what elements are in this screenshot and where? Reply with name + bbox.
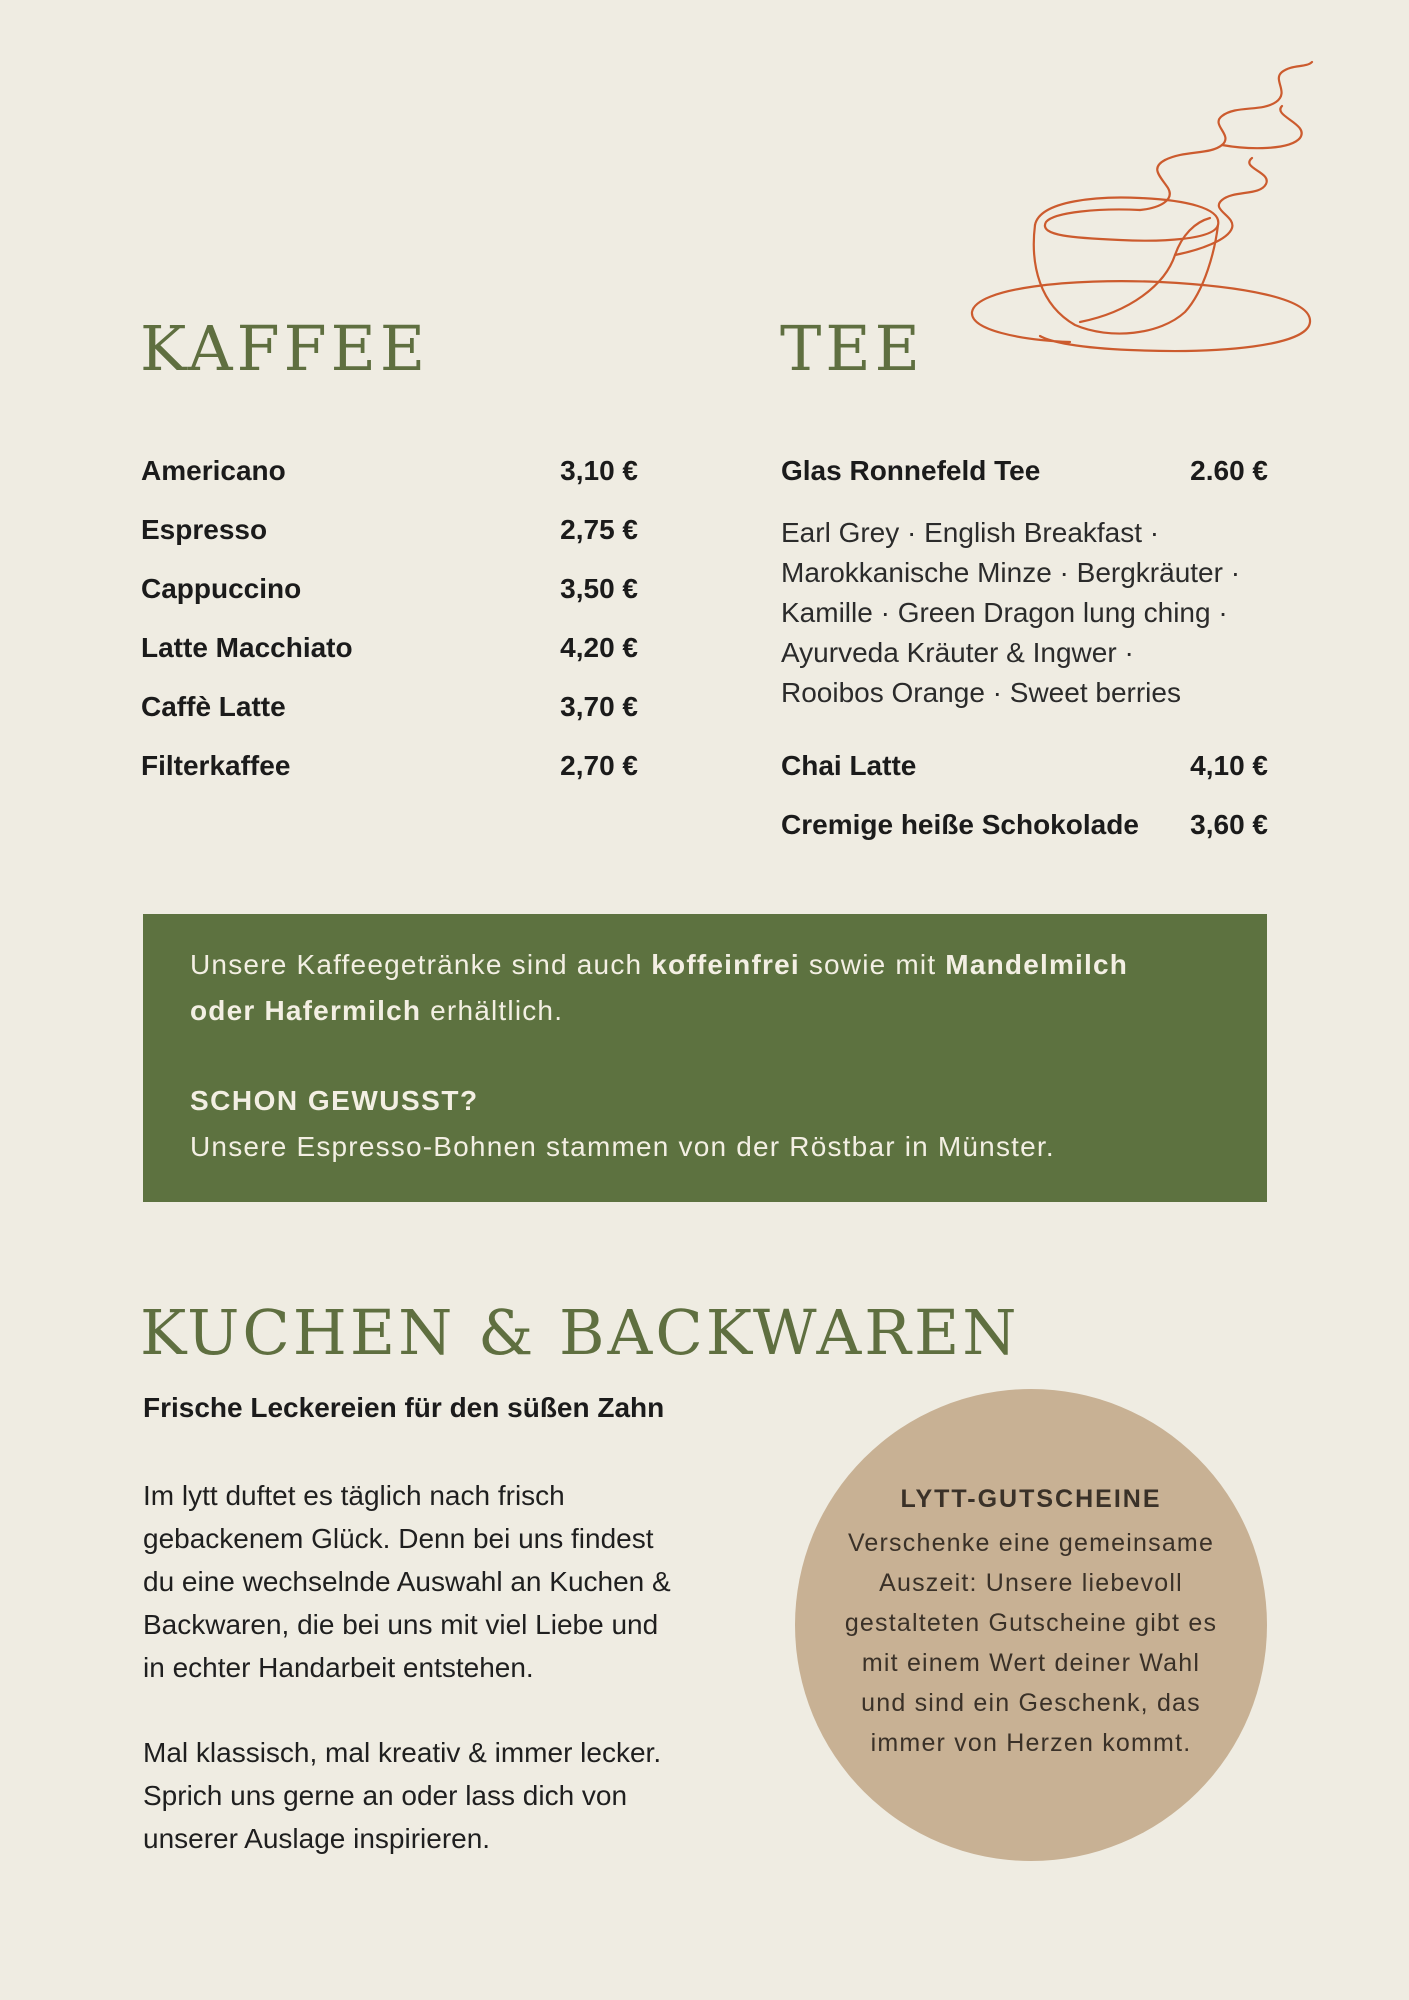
coffee-cup-illustration	[960, 50, 1320, 410]
kuchen-paragraph	[143, 1731, 743, 1860]
item-price: 3,60 €	[1190, 809, 1268, 840]
item-name: Chai Latte	[781, 750, 917, 781]
item-name: Caffè Latte	[141, 691, 286, 722]
paragraph-line: Mal klassisch, mal kreativ & immer lecker.	[143, 1737, 662, 1768]
item-name: Latte Macchiato	[141, 632, 353, 663]
tea-varieties-line: Marokkanische Minze · Bergkräuter ·	[781, 557, 1241, 588]
item-price: 3,10 €	[560, 455, 638, 486]
voucher-text	[815, 1523, 1247, 1763]
menu-item	[141, 514, 638, 554]
item-price: 3,50 €	[560, 573, 638, 604]
item-name: Cappuccino	[141, 573, 302, 604]
info-highlight: oder Hafermilch	[190, 995, 422, 1026]
item-name: Glas Ronnefeld Tee	[781, 455, 1041, 486]
paragraph-line: gebackenem Glück. Denn bei uns findest	[143, 1523, 654, 1554]
item-price: 2,70 €	[560, 750, 638, 781]
tea-varieties-line: Earl Grey · English Breakfast ·	[781, 517, 1160, 548]
menu-item	[141, 750, 638, 790]
voucher-line: Verschenke eine gemeinsame	[847, 1529, 1215, 1557]
info-text-line: Unsere Espresso-Bohnen stammen von der Röstbar in Münster.	[190, 1131, 1055, 1162]
voucher-line: Auszeit: Unsere liebevoll	[879, 1569, 1183, 1597]
item-price: 2,75 €	[560, 514, 638, 545]
voucher-circle	[795, 1389, 1267, 1861]
kuchen-paragraph	[143, 1474, 743, 1689]
menu-item	[781, 750, 1268, 790]
menu-item	[781, 809, 1268, 849]
voucher-line: und sind ein Geschenk, das	[861, 1689, 1201, 1717]
tee-menu-list	[781, 455, 1268, 855]
tea-varieties-line: Kamille · Green Dragon lung ching ·	[781, 597, 1228, 628]
kuchen-subtitle: Frische Leckereien für den süßen Zahn	[143, 1392, 665, 1423]
info-box	[143, 914, 1267, 1202]
item-name: Cremige heiße Schokolade	[781, 809, 1139, 840]
info-text-line	[190, 942, 1240, 988]
paragraph-line: unserer Auslage inspirieren.	[143, 1823, 491, 1854]
voucher-title: LYTT-GUTSCHEINE	[900, 1485, 1162, 1513]
item-price: 4,20 €	[560, 632, 638, 663]
info-text: erhältlich.	[421, 995, 564, 1026]
item-name: Espresso	[141, 514, 268, 545]
info-highlight: koffeinfrei	[651, 949, 800, 980]
item-price: 3,70 €	[560, 691, 638, 722]
tea-varieties-line: Rooibos Orange · Sweet berries	[781, 677, 1181, 708]
menu-item	[141, 573, 638, 613]
menu-item	[141, 455, 638, 495]
info-text: Unsere Kaffeegetränke sind auch	[190, 949, 652, 980]
paragraph-line: du eine wechselnde Auswahl an Kuchen &	[143, 1566, 671, 1597]
menu-item	[141, 632, 638, 672]
voucher-line: immer von Herzen kommt.	[870, 1729, 1192, 1757]
info-text: sowie mit	[799, 949, 946, 980]
menu-item	[141, 691, 638, 731]
item-name: Filterkaffee	[141, 750, 291, 781]
item-price: 4,10 €	[1190, 750, 1268, 781]
paragraph-line: Im lytt duftet es täglich nach frisch	[143, 1480, 565, 1511]
kuchen-heading: KUCHEN & BACKWAREN	[140, 1296, 1020, 1369]
kaffee-menu-list	[141, 455, 638, 795]
paragraph-line: in echter Handarbeit entstehen.	[143, 1652, 534, 1683]
tea-varieties	[781, 513, 1281, 713]
tee-heading: TEE	[780, 312, 924, 385]
item-price: 2.60 €	[1190, 455, 1268, 486]
voucher-line: gestalteten Gutscheine gibt es	[844, 1609, 1218, 1637]
tea-varieties-line: Ayurveda Kräuter & Ingwer ·	[781, 637, 1134, 668]
paragraph-line: Backwaren, die bei uns mit viel Liebe und	[143, 1609, 659, 1640]
kaffee-heading: KAFFEE	[140, 312, 430, 385]
info-highlight: Mandelmilch	[945, 949, 1129, 980]
paragraph-line: Sprich uns gerne an oder lass dich von	[143, 1780, 628, 1811]
item-name: Americano	[141, 455, 286, 486]
voucher-line: mit einem Wert deiner Wahl	[861, 1649, 1201, 1677]
menu-item	[781, 455, 1268, 495]
info-text-line	[190, 988, 1240, 1034]
info-title: SCHON GEWUSST?	[190, 1085, 479, 1116]
